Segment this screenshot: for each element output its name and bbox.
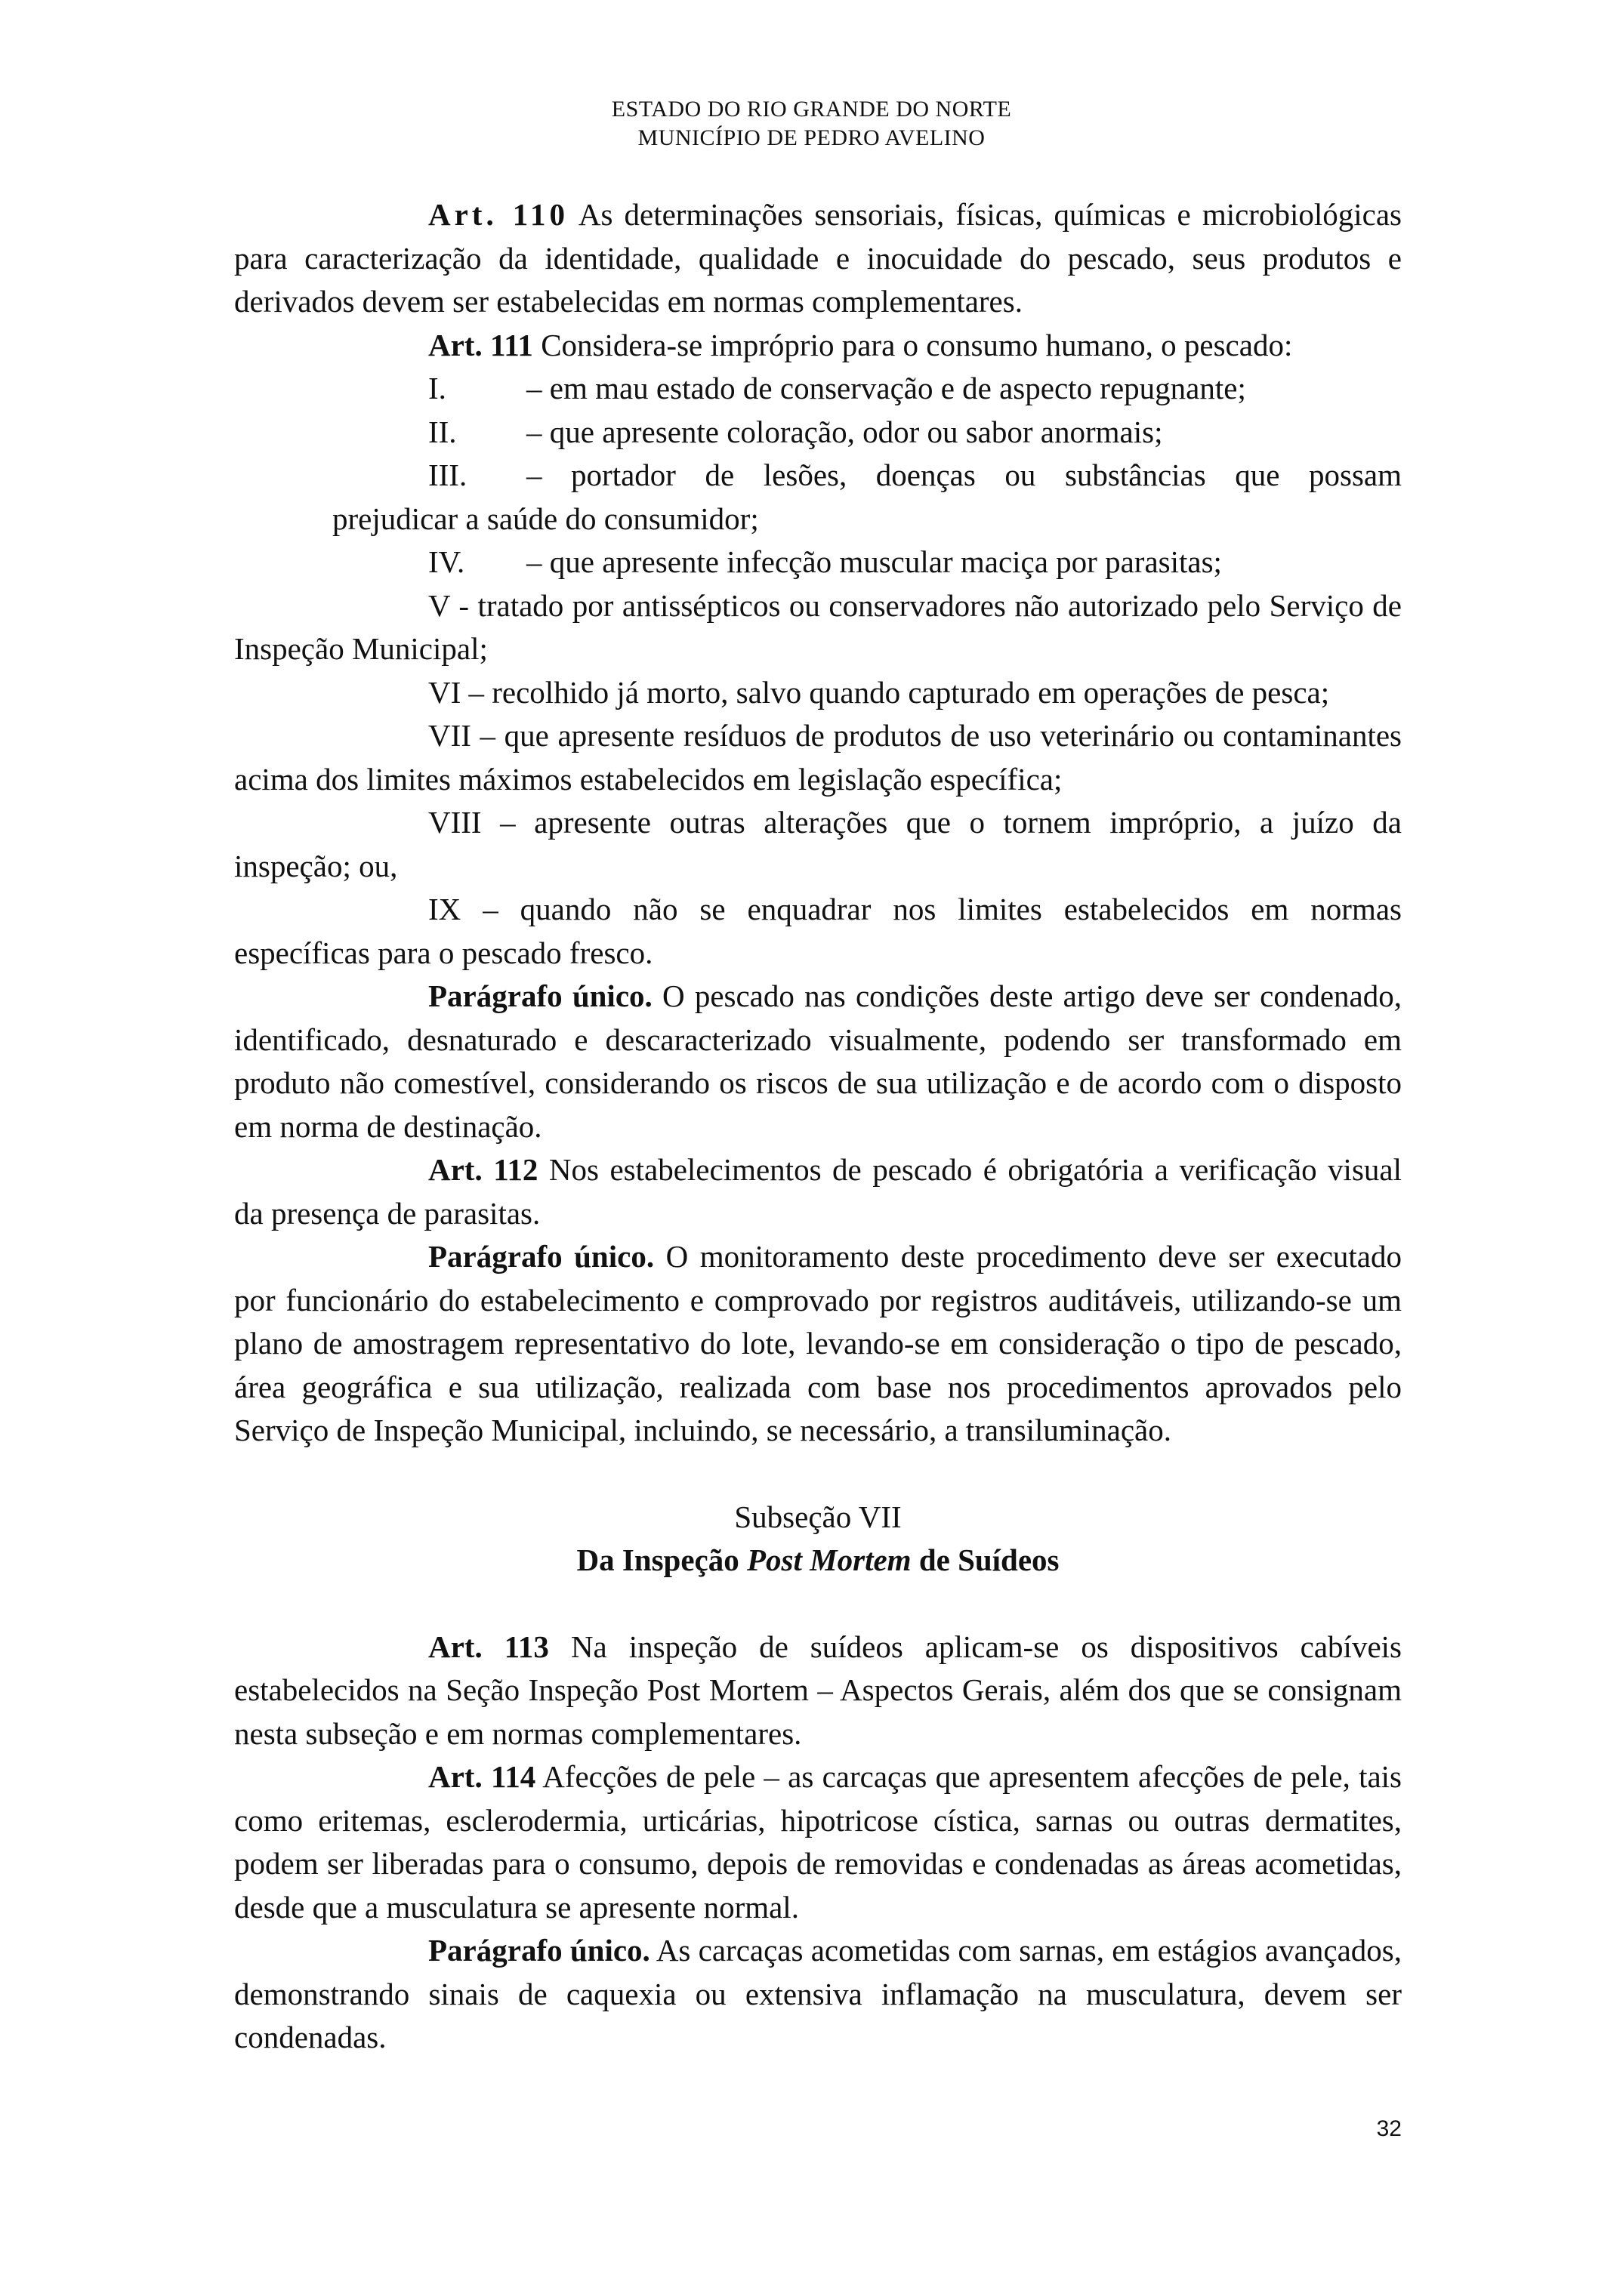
article-113-label: Art. 113	[428, 1629, 549, 1664]
list-item-number: III.	[428, 458, 467, 492]
list-item-text: – portador de lesões, doenças ou substâncias que possam	[526, 458, 1402, 492]
list-item-text: – que apresente infecção muscular maciça por parasitas;	[526, 544, 1222, 579]
page-header	[0, 95, 1623, 153]
list-item-vii: VII – que apresente resíduos de produtos de uso veterinário ou contaminantes acima dos limites máximos estabelecidos em legislação específica;	[234, 718, 1402, 797]
article-111-label: Art. 111	[428, 327, 533, 362]
header-municipality: MUNICÍPIO DE PEDRO AVELINO	[637, 125, 986, 150]
list-item-viii: VIII – apresente outras alterações que o tornem impróprio, a juízo da inspeção; ou,	[234, 805, 1402, 883]
page-number: 32	[1376, 2116, 1402, 2141]
article-113-text: Na inspeção de suídeos aplicam-se os dispositivos cabíveis estabelecidos na Seção Inspeção Post Mortem – Aspectos Gerais, além dos que se consignam nesta subseção e em normas complementares.	[234, 1629, 1402, 1751]
list-item-ix: IX – quando não se enquadrar nos limites estabelecidos em normas específicas para o pescado fresco.	[234, 892, 1402, 970]
article-114-label: Art. 114	[428, 1759, 536, 1794]
header-state: ESTADO DO RIO GRANDE DO NORTE	[611, 97, 1012, 122]
subsection-title-prefix: Da Inspeção	[576, 1542, 748, 1577]
sole-paragraph-label: Parágrafo único.	[428, 1239, 655, 1274]
list-item-text: – em mau estado de conservação e de aspecto repugnante;	[526, 371, 1246, 405]
article-111-text: Considera-se impróprio para o consumo humano, o pescado:	[532, 327, 1293, 362]
list-item-number: II.	[428, 414, 457, 449]
sole-paragraph-text: O pescado nas condições deste artigo deve ser condenado, identificado, desnaturado e descaracterizado visualmente, podendo ser transformado em produto não comestível, considerando os riscos de sua utilização e de acordo com o disposto em norma de destinação.	[234, 978, 1402, 1144]
article-110-text: As determinações sensoriais, físicas, químicas e microbiológicas para caracterização da identidade, qualidade e inocuidade do pescado, seus produtos e derivados devem ser estabelecidas em normas complementares.	[234, 197, 1402, 319]
article-114-sole-paragraph	[234, 1929, 1402, 2060]
article-112-label: Art. 112	[428, 1152, 538, 1187]
document-body	[234, 193, 1402, 2060]
article-110	[234, 193, 1402, 324]
article-112-text: Nos estabelecimentos de pescado é obrigatória a verificação visual da presença de parasitas.	[234, 1152, 1402, 1231]
article-114	[234, 1755, 1402, 1929]
article-113	[234, 1626, 1402, 1756]
list-item-v: V - tratado por antissépticos ou conservadores não autorizado pelo Serviço de Inspeção Municipal;	[234, 587, 1402, 666]
sole-paragraph-label: Parágrafo único.	[428, 1933, 650, 1968]
list-item-number: IV.	[428, 544, 465, 579]
list-item-i	[234, 367, 1402, 411]
list-item-text: – que apresente coloração, odor ou sabor anormais;	[526, 414, 1163, 449]
list-item-number: I.	[428, 371, 446, 405]
subsection-number: Subseção VII	[734, 1499, 902, 1534]
subsection-title-italic: Post Mortem	[747, 1542, 912, 1577]
list-item-vi: VI – recolhido já morto, salvo quando capturado em operações de pesca;	[428, 674, 1330, 710]
subsection-title-suffix: de Suídeos	[911, 1542, 1060, 1577]
article-112	[234, 1148, 1402, 1235]
article-111	[234, 324, 1402, 368]
article-112-sole-paragraph	[234, 1235, 1402, 1453]
subsection-title	[234, 1539, 1402, 1583]
list-item-iii-continuation: prejudicar a saúde do consumidor;	[332, 501, 759, 536]
article-110-label: Art. 110	[428, 197, 569, 232]
list-item-iv	[234, 541, 1402, 584]
list-item-ii	[234, 411, 1402, 455]
sole-paragraph-text: O monitoramento deste procedimento deve ser executado por funcionário do estabelecimento e comprovado por registros auditáveis, utilizando-se um plano de amostragem representativo do lote, levando-se em consideração o tipo de pescado, área geográfica e sua utilização, realizada com base nos procedimentos aprovados pelo Serviço de Inspeção Municipal, incluindo, se necessário, a transiluminação.	[234, 1239, 1402, 1447]
article-114-text: Afecções de pele – as carcaças que apresentem afecções de pele, tais como eritemas, esclerodermia, urticárias, hipotricose cística, sarnas ou outras dermatites, podem ser liberadas para o consumo, depois de removidas e condenadas as áreas acometidas, desde que a musculatura se apresente normal.	[234, 1759, 1402, 1925]
article-111-sole-paragraph	[234, 975, 1402, 1148]
sole-paragraph-text: As carcaças acometidas com sarnas, em estágios avançados, demonstrando sinais de caquexia ou extensiva inflamação na musculatura, devem ser condenadas.	[234, 1933, 1402, 2054]
sole-paragraph-label: Parágrafo único.	[428, 978, 653, 1013]
list-item-iii	[234, 454, 1402, 498]
